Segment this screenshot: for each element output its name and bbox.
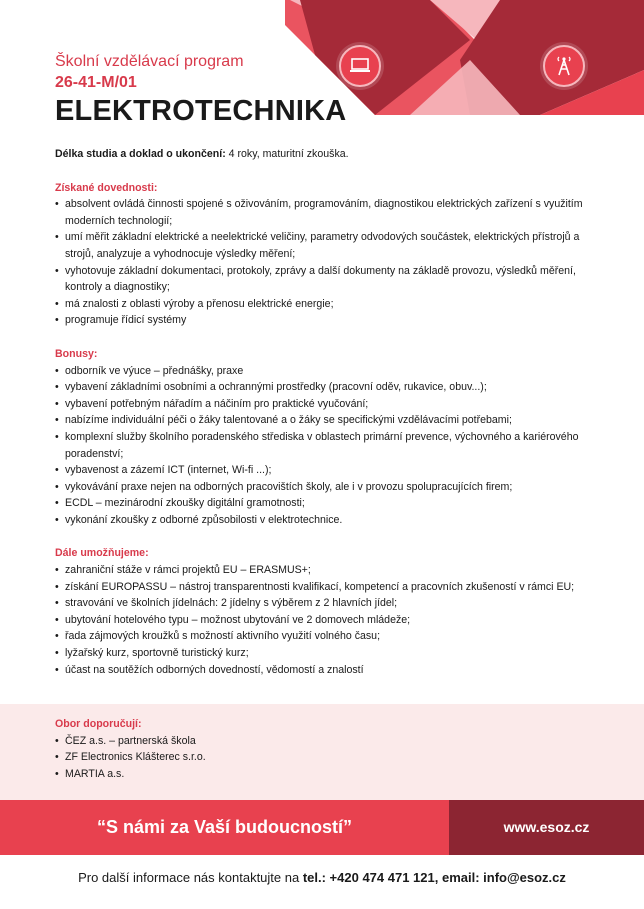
- contact-line: [0, 870, 644, 885]
- program-code: 26-41-M/01: [55, 74, 137, 91]
- list-item: • vybavení potřebným nářadím a náčiním pro praktické vyučování;: [55, 396, 600, 413]
- list-item: • lyžařský kurz, sportovně turistický kurz;: [55, 645, 600, 662]
- list-item: • umí měřit základní elektrické a neelektrické veličiny, parametry odvodových součástek, elektrických přístrojů a strojů, analyzuje a vyhodnocuje výsledky měření;: [55, 229, 600, 262]
- list-item: • vybavení základními osobními a ochrannými prostředky (pracovní oděv, rukavice, obuv...);: [55, 379, 600, 396]
- list-item: • programuje řídicí systémy: [55, 312, 600, 329]
- recommend-title: Obor doporučují:: [55, 718, 142, 730]
- list-item: • ČEZ a.s. – partnerská škola: [55, 733, 206, 750]
- document-header: [55, 52, 346, 128]
- slogan-text: “S námi za Vaší budoucností”: [96, 817, 353, 837]
- website-link[interactable]: www.esoz.cz: [503, 819, 590, 835]
- study-value: 4 roky, maturitní zkouška.: [225, 148, 349, 160]
- document-body: [55, 146, 600, 678]
- laptop-icon: [348, 54, 372, 78]
- slogan-banner: [0, 800, 644, 855]
- list-item: • nabízíme individuální péči o žáky talentované a o žáky se specifickými vzdělávacími potřebami;: [55, 412, 600, 429]
- list-item: • MARTIA a.s.: [55, 766, 206, 783]
- list-item: • získání EUROPASSU – nástroj transparentnosti kvalifikací, kompetencí a pracovních zkušeností v rámci EU;: [55, 579, 600, 596]
- list-item: • absolvent ovládá činnosti spojené s oživováním, programováním, diagnostikou elektrických zařízení s využitím moderních technologií;: [55, 196, 600, 229]
- list-item: • vyhotovuje základní dokumentaci, protokoly, zprávy a další dokumenty na základě provozu, výsledků měření, kontroly a diagnostiky;: [55, 263, 600, 296]
- list-item: • účast na soutěžích odborných dovedností, vědomostí a znalostí: [55, 662, 600, 679]
- program-subtitle: Školní vzdělávací program: [55, 53, 244, 70]
- further-title: Dále umožňujeme:: [55, 547, 149, 560]
- list-item: • ZF Electronics Klášterec s.r.o.: [55, 749, 206, 766]
- study-label: Délka studia a doklad o ukončení:: [55, 148, 226, 160]
- list-item: • zahraniční stáže v rámci projektů EU – ERASMUS+;: [55, 562, 600, 579]
- list-item: • vykonání zkoušky z odborné způsobilosti v elektrotechnice.: [55, 512, 600, 529]
- list-item: • stravování ve školních jídelnách: 2 jídelny s výběrem z 2 hlavních jídel;: [55, 595, 600, 612]
- list-item: • odborník ve výuce – přednášky, praxe: [55, 363, 600, 380]
- skills-list: [55, 196, 600, 329]
- contact-details[interactable]: tel.: +420 474 471 121, email: info@esoz.cz: [302, 870, 566, 885]
- list-item: • ECDL – mezinárodní zkoušky digitální gramotnosti;: [55, 495, 600, 512]
- bonuses-title: Bonusy:: [55, 347, 98, 360]
- program-title: ELEKTROTECHNIKA: [55, 95, 347, 127]
- recommend-list: [55, 733, 206, 783]
- list-item: • vykovávání praxe nejen na odborných pracovištích školy, ale i v provozu spolupracujících firem;: [55, 479, 600, 496]
- further-list: [55, 562, 600, 678]
- list-item: • má znalosti z oblasti výroby a přenosu elektrické energie;: [55, 296, 600, 313]
- bonuses-list: [55, 363, 600, 529]
- antenna-tower-icon: [552, 54, 576, 78]
- study-info: [55, 146, 600, 163]
- list-item: • komplexní služby školního poradenského střediska v oblastech primární prevence, výchovného a kariérového poradenství;: [55, 429, 600, 462]
- recommend-section: [0, 704, 644, 800]
- list-item: • ubytování hotelového typu – možnost ubytování ve 2 domovech mládeže;: [55, 612, 600, 629]
- antenna-badge: [543, 45, 585, 87]
- list-item: • řada zájmových kroužků s možností aktivního využití volného času;: [55, 628, 600, 645]
- list-item: • vybavenost a zázemí ICT (internet, Wi-fi ...);: [55, 462, 600, 479]
- skills-title: Získané dovednosti:: [55, 181, 158, 194]
- contact-prefix: Pro další informace nás kontaktujte na: [78, 870, 303, 885]
